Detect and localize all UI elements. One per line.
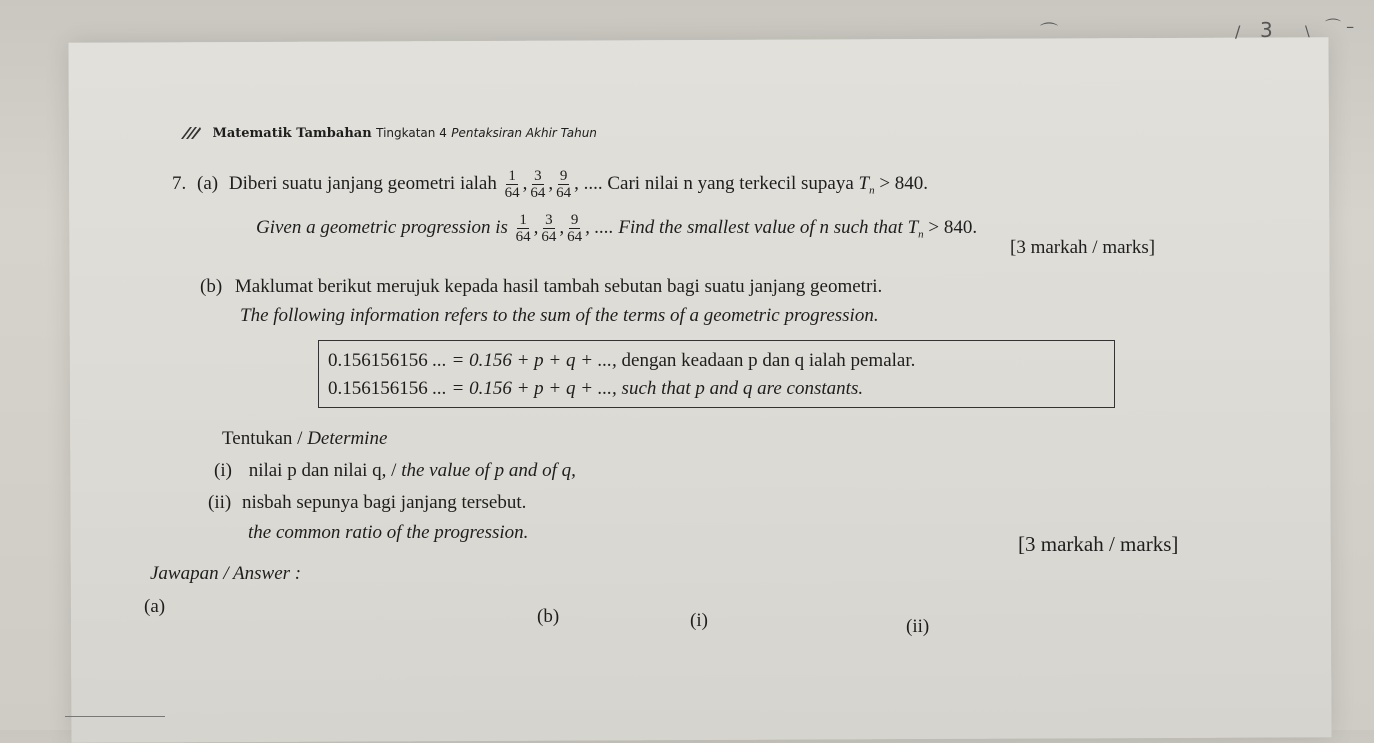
answer-a: (a) xyxy=(144,596,166,617)
q7a-malay: 7. (a) Diberi suatu janjang geometri ialah $\frac{1}{64}$ , $\frac{3}{64}$ , $\frac{9}{64}$ , .... Cari nilai n yang terkecil supaya $T_n > 840$. xyxy=(172,168,929,201)
exam-name: Pentaksiran Akhir Tahun xyxy=(451,126,597,140)
info-box-line-1: 0.156156156 ... = 0.156 + p + q + ..., dengan keadaan p dan q ialah pemalar. xyxy=(328,350,916,371)
q7a-english-text: Given a geometric progression is xyxy=(256,216,508,238)
pencil-mark: ⌒ – xyxy=(1325,17,1355,36)
answer-heading: Jawapan / Answer : xyxy=(150,563,302,584)
fraction-1: $\frac{1}{64}$ xyxy=(515,212,531,245)
subject-title: Matematik Tambahan xyxy=(212,126,372,141)
answer-i: (i) xyxy=(690,610,708,631)
pencil-mark: \ xyxy=(1305,24,1310,40)
pencil-mark: ⌒ xyxy=(1040,22,1058,43)
part-i: (i) nilai p dan nilai q, / the value of p and of q, xyxy=(214,460,576,481)
determine-label: Tentukan / Determine xyxy=(222,428,388,449)
pencil-mark: / xyxy=(1235,22,1241,41)
page-header xyxy=(180,125,597,141)
q7b-english: The following information refers to the sum of the terms of a geometric progression. xyxy=(240,305,879,326)
answer-ii: (ii) xyxy=(906,616,930,637)
marks-a: [3 markah / marks] xyxy=(1010,237,1156,258)
q7a-malay-tail: , .... Cari nilai n yang terkecil supaya xyxy=(574,172,854,194)
q7a-malay-text: Diberi suatu janjang geometri ialah xyxy=(228,172,497,194)
info-box-line-2: 0.156156156 ... = 0.156 + p + q + ..., such that p and q are constants. xyxy=(328,378,864,399)
q7a-english-tail: , .... Find the smallest value of n such that xyxy=(585,216,903,238)
pencil-mark: 3 xyxy=(1260,18,1273,42)
answer-b: (b) xyxy=(537,606,560,627)
question-number: 7. xyxy=(172,172,187,194)
fraction-2: $\frac{3}{64}$ xyxy=(541,212,557,245)
part-a-label: (a) xyxy=(197,172,219,194)
part-b-label: (b) xyxy=(200,276,223,297)
fraction-3: $\frac{9}{64}$ xyxy=(567,212,583,245)
q7b-malay: (b) Maklumat berikut merujuk kepada hasil tambah sebutan bagi suatu janjang geometri. xyxy=(200,276,883,297)
q7a-english: Given a geometric progression is $\frac{1}{64}$ , $\frac{3}{64}$ , $\frac{9}{64}$ , .... Find the smallest value of n such that $T_n > 840$. xyxy=(256,212,978,245)
marks-b: [3 markah / marks] xyxy=(1018,532,1179,556)
bottom-rule xyxy=(65,716,165,717)
book-logo-icon xyxy=(180,126,202,140)
part-ii-english: the common ratio of the progression. xyxy=(248,522,529,543)
fraction-2: $\frac{3}{64}$ xyxy=(530,168,546,201)
form-level: Tingkatan 4 xyxy=(376,126,447,140)
fraction-1: $\frac{1}{64}$ xyxy=(504,168,520,201)
fraction-3: $\frac{9}{64}$ xyxy=(556,168,572,201)
part-ii: (ii) nisbah sepunya bagi janjang tersebut. xyxy=(208,492,527,513)
